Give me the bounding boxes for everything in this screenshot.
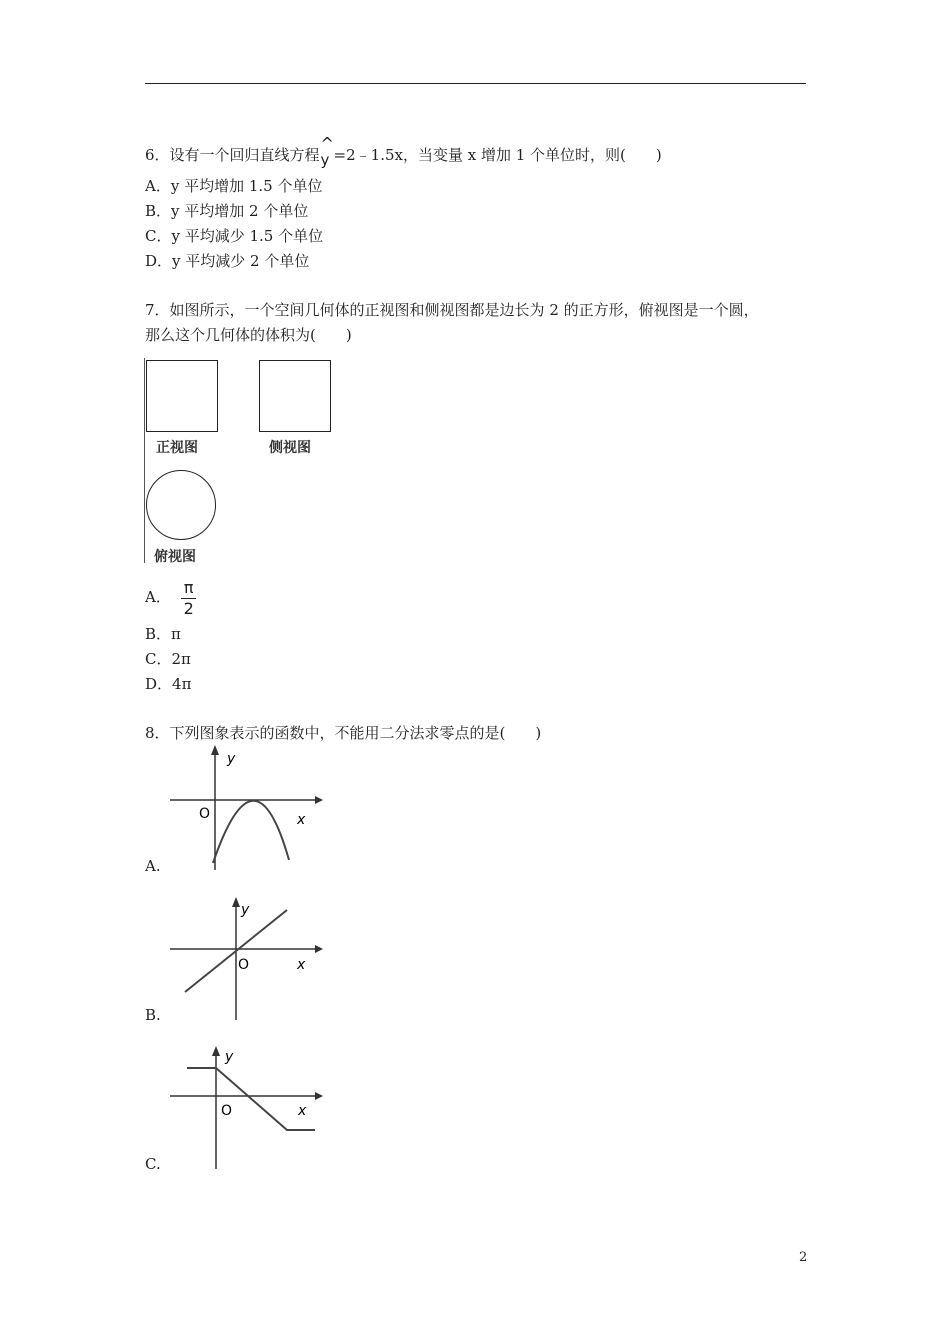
graph-b-x-label: x — [297, 957, 306, 973]
q8-option-c: C. — [145, 1155, 161, 1173]
graph-c-x-label: x — [298, 1103, 307, 1119]
graph-b-x-arrow — [315, 945, 323, 953]
q7-stem-line2: 那么这个几何体的体积为( ) — [145, 326, 352, 344]
q8-option-b: B. — [145, 1006, 161, 1024]
q6-equation: =2﹣1.5x，当变量 x 增加 1 个单位时，则( ) — [333, 146, 662, 164]
graph-c-origin: O — [221, 1103, 233, 1119]
side-view-label: 侧视图 — [269, 440, 311, 456]
figure-border — [144, 358, 145, 563]
q7-stem-line1: 7．如图所示，一个空间几何体的正视图和侧视图都是边长为 2 的正方形，俯视图是一个圆， — [145, 301, 759, 319]
graph-c-y-label: y — [225, 1049, 234, 1065]
q7-option-a-label: A． — [145, 588, 171, 606]
graph-b-origin: O — [238, 957, 250, 973]
graph-c-piecewise — [187, 1068, 315, 1130]
hat-symbol: ^ — [320, 134, 334, 153]
graph-a — [165, 745, 325, 875]
page-number: 2 — [799, 1250, 808, 1265]
graph-c-y-arrow — [212, 1046, 220, 1056]
q6-option-a: A．y 平均增加 1.5 个单位 — [145, 177, 323, 195]
fraction-denominator: 2 — [183, 598, 194, 618]
graph-a-parabola — [213, 801, 289, 863]
q7-option-d: D．4π — [145, 675, 192, 693]
y-variable: y — [320, 151, 330, 169]
graph-a-y-label: y — [227, 751, 236, 767]
y-hat — [320, 134, 334, 169]
top-view-label: 俯视图 — [154, 549, 196, 565]
graph-a-origin: O — [199, 806, 211, 822]
pi-over-2-fraction — [181, 578, 197, 619]
graph-b-y-arrow — [232, 897, 240, 907]
q6-prefix: 6．设有一个回归直线方程 — [145, 146, 320, 164]
q8-option-a: A. — [145, 857, 161, 875]
graph-c — [165, 1042, 325, 1172]
q8-stem: 8．下列图象表示的函数中，不能用二分法求零点的是( ) — [145, 724, 542, 742]
q6-option-b: B．y 平均增加 2 个单位 — [145, 202, 309, 220]
q6-stem — [145, 134, 662, 169]
graph-a-y-arrow — [211, 745, 219, 755]
front-view-square — [146, 360, 218, 432]
top-view-circle — [146, 470, 216, 540]
q7-option-a — [145, 576, 196, 619]
q7-option-b: B．π — [145, 625, 181, 643]
graph-b-y-label: y — [241, 902, 250, 918]
q7-option-c: C．2π — [145, 650, 191, 668]
graph-c-x-arrow — [315, 1092, 323, 1100]
fraction-numerator: π — [181, 578, 197, 599]
side-view-square — [259, 360, 331, 432]
graph-a-x-arrow — [315, 796, 323, 804]
graph-b — [165, 895, 325, 1025]
header-rule — [145, 83, 806, 84]
front-view-label: 正视图 — [156, 440, 198, 456]
q6-option-c: C．y 平均减少 1.5 个单位 — [145, 227, 324, 245]
graph-a-x-label: x — [297, 812, 306, 828]
q6-option-d: D．y 平均减少 2 个单位 — [145, 252, 310, 270]
